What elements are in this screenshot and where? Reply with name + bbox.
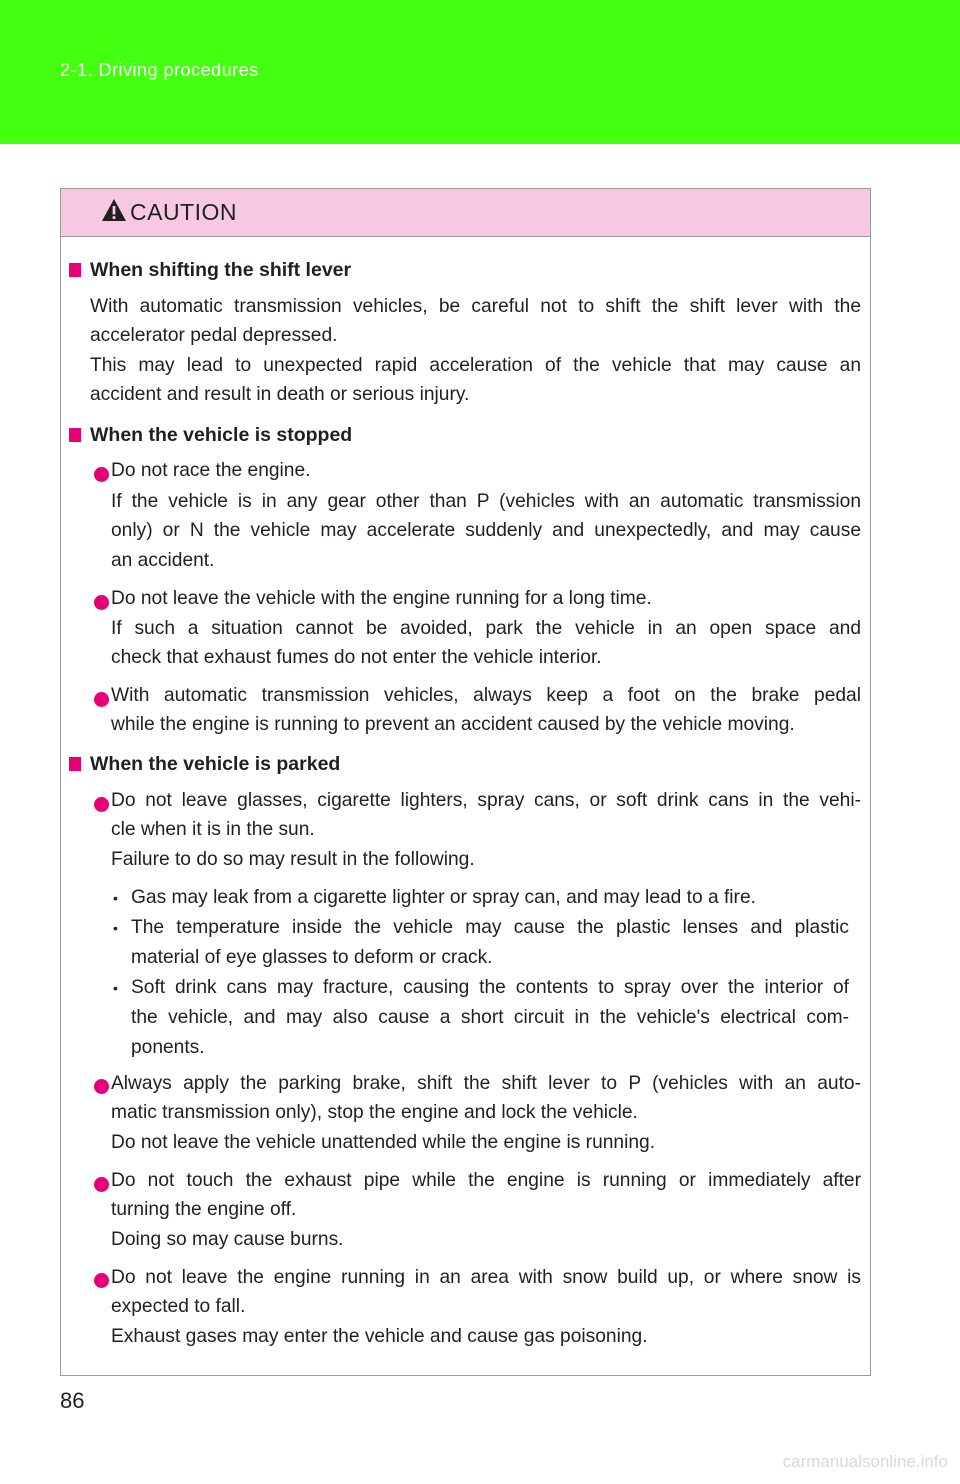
round-bullet-icon [94,692,109,707]
round-bullet-icon [94,1079,109,1094]
sub-bullet-line: ponents. [131,1037,205,1058]
round-bullet-icon [94,797,109,812]
bullet-line: If such a situation cannot be avoided, park the vehicle in an open space and [111,618,861,639]
square-bullet-icon [69,428,81,442]
bullet-line: check that exhaust fumes do not enter the vehicle interior. [111,647,602,668]
bullet-line: With automatic transmission vehicles, always keep a foot on the brake pedal [111,685,861,706]
bullet-line: Doing so may cause burns. [111,1229,344,1250]
caution-label: CAUTION [130,199,237,225]
caution-header [61,189,870,237]
page-number: 86 [60,1388,85,1413]
text-line: With automatic transmission vehicles, be careful not to shift the shift lever with the [90,296,861,317]
square-bullet-icon [69,757,81,771]
bullet-line: Do not leave the vehicle with the engine running for a long time. [111,588,652,609]
bullet-line: Do not leave the vehicle unattended while the engine is running. [111,1132,656,1153]
round-bullet-icon [94,1273,109,1288]
sub-bullet-line: Gas may leak from a cigarette lighter or spray can, and may lead to a fire. [131,887,756,908]
small-bullet-icon: • [113,890,118,906]
bullet-line: turning the engine off. [111,1199,297,1220]
text-line: This may lead to unexpected rapid acceleration of the vehicle that may cause an [90,355,861,376]
bullet-line: only) or N the vehicle may accelerate suddenly and unexpectedly, and may cause [111,520,861,541]
bullet-line: expected to fall. [111,1296,246,1317]
round-bullet-icon [94,467,109,482]
caution-box [60,188,871,1376]
bullet-line: Do not touch the exhaust pipe while the engine is running or immediately after [111,1170,861,1191]
bullet-line: matic transmission only), stop the engine and lock the vehicle. [111,1102,638,1123]
bullet-line: Exhaust gases may enter the vehicle and cause gas poisoning. [111,1326,648,1347]
bullet-line: cle when it is in the sun. [111,819,315,840]
bullet-line: Failure to do so may result in the following. [111,849,475,870]
square-bullet-icon [69,263,81,277]
bullet-line: an accident. [111,550,215,571]
bullet-line: Do not race the engine. [111,460,311,481]
round-bullet-icon [94,595,109,610]
small-bullet-icon: • [113,980,118,996]
section-heading-stopped: When the vehicle is stopped [69,420,352,450]
text-line: accelerator pedal depressed. [90,325,338,346]
bullet-line: while the engine is running to prevent an accident caused by the vehicle moving. [111,714,795,735]
sub-bullet-line: Soft drink cans may fracture, causing the contents to spray over the interior of [131,977,849,998]
round-bullet-icon [94,1177,109,1192]
header-band [0,0,960,144]
watermark: carmanualsonline.info [782,1452,948,1471]
sub-bullet-line: The temperature inside the vehicle may cause the plastic lenses and plastic [131,917,849,938]
warning-triangle-icon [101,198,127,222]
bullet-line: Always apply the parking brake, shift the shift lever to P (vehicles with an auto- [111,1073,861,1094]
text-line: accident and result in death or serious injury. [90,384,470,405]
small-bullet-icon: • [113,920,118,936]
section-title: 2-1. Driving procedures [60,60,259,80]
bullet-line: Do not leave glasses, cigarette lighters, spray cans, or soft drink cans in the vehi- [111,790,861,811]
section-heading-shifting: When shifting the shift lever [69,255,351,285]
sub-bullet-line: material of eye glasses to deform or crack. [131,947,493,968]
sub-bullet-line: the vehicle, and may also cause a short circuit in the vehicle's electrical com- [131,1007,849,1028]
bullet-line: Do not leave the engine running in an area with snow build up, or where snow is [111,1267,861,1288]
bullet-line: If the vehicle is in any gear other than P (vehicles with an automatic transmission [111,491,861,512]
section-heading-parked: When the vehicle is parked [69,749,340,779]
